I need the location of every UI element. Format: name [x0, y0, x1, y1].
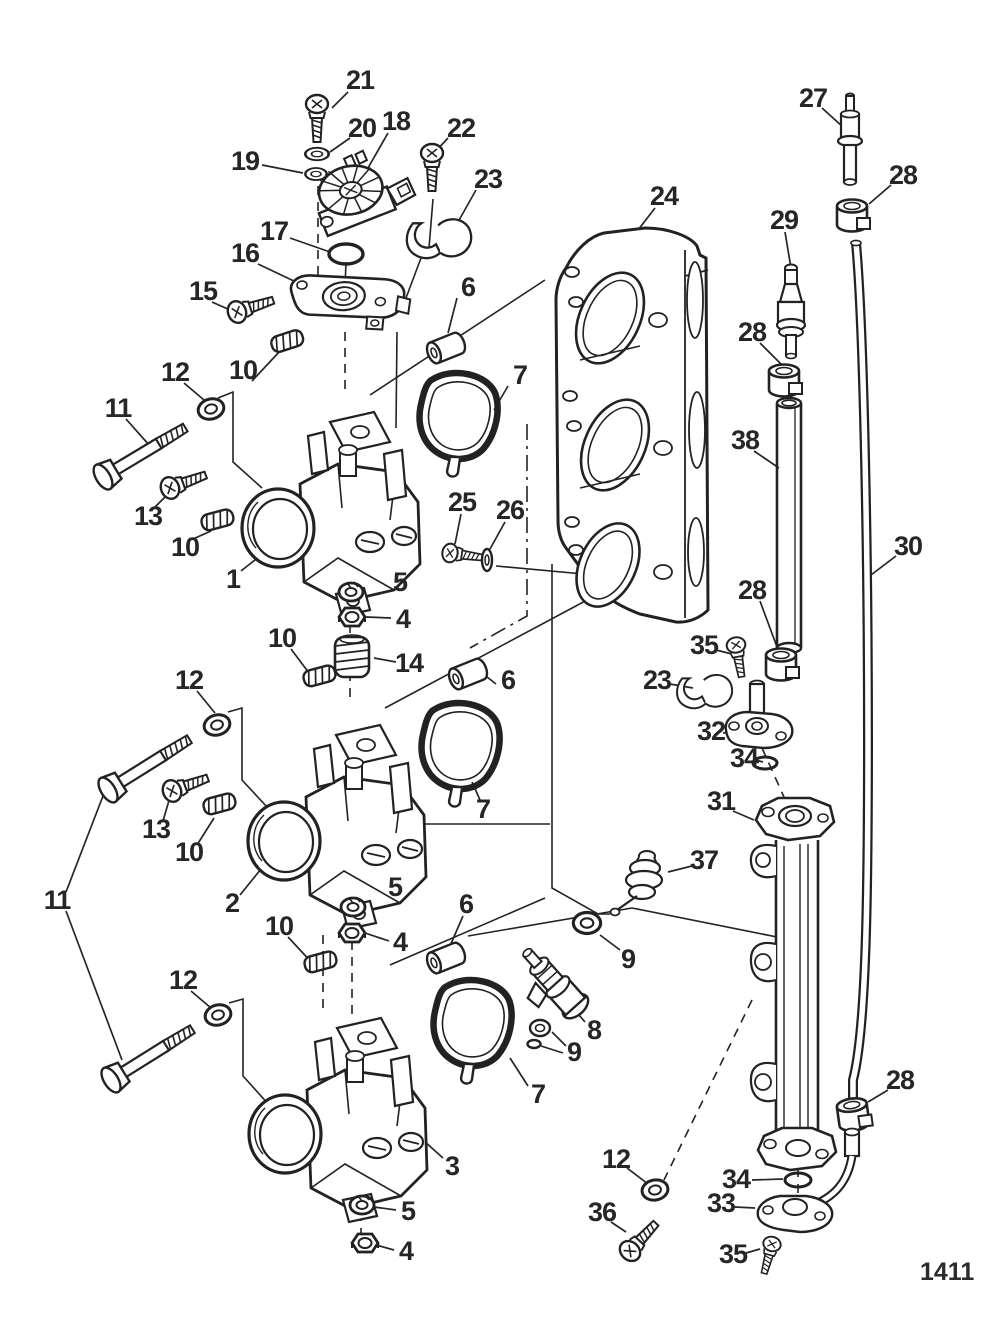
callout-31: 31 — [706, 785, 736, 816]
callout-13: 13 — [141, 813, 171, 844]
callout-23: 23 — [642, 664, 672, 695]
callout-3: 3 — [444, 1150, 460, 1181]
callout-5: 5 — [400, 1195, 416, 1226]
callout-4: 4 — [398, 1235, 414, 1266]
callout-7: 7 — [530, 1078, 546, 1109]
callout-5: 5 — [392, 566, 408, 597]
callout-14: 14 — [394, 647, 424, 678]
callout-9: 9 — [566, 1036, 582, 1067]
callout-12: 12 — [160, 356, 190, 387]
callout-6: 6 — [460, 271, 476, 302]
callout-13: 13 — [133, 500, 163, 531]
callout-23: 23 — [473, 163, 503, 194]
callout-12: 12 — [601, 1143, 631, 1174]
callout-24: 24 — [649, 180, 679, 211]
callout-12: 12 — [168, 964, 198, 995]
callout-30: 30 — [893, 530, 923, 561]
callout-34: 34 — [721, 1163, 751, 1194]
callout-7: 7 — [512, 359, 528, 390]
callout-21: 21 — [345, 64, 375, 95]
callout-8: 8 — [586, 1014, 602, 1045]
callout-9: 9 — [620, 943, 636, 974]
callout-28: 28 — [885, 1064, 915, 1095]
callout-6: 6 — [458, 888, 474, 919]
callout-19: 19 — [230, 145, 260, 176]
callout-4: 4 — [392, 926, 408, 957]
callout-10: 10 — [170, 531, 200, 562]
callout-36: 36 — [587, 1196, 617, 1227]
callout-10: 10 — [267, 622, 297, 653]
figure-number: 1411 — [920, 1258, 975, 1286]
callout-20: 20 — [347, 112, 377, 143]
callout-15: 15 — [188, 275, 218, 306]
callout-28: 28 — [737, 316, 767, 347]
callout-2: 2 — [224, 887, 240, 918]
callout-34: 34 — [729, 742, 759, 773]
callout-37: 37 — [689, 844, 719, 875]
callout-28: 28 — [737, 574, 767, 605]
callout-27: 27 — [798, 82, 828, 113]
callout-1: 1 — [225, 563, 241, 594]
callout-17: 17 — [259, 215, 289, 246]
callout-4: 4 — [395, 603, 411, 634]
callout-35: 35 — [718, 1238, 748, 1269]
callout-29: 29 — [769, 204, 799, 235]
callout-35: 35 — [689, 629, 719, 660]
callout-28: 28 — [888, 159, 918, 190]
callout-5: 5 — [387, 871, 403, 902]
callout-6: 6 — [500, 664, 516, 695]
callout-7: 7 — [475, 793, 491, 824]
callout-33: 33 — [706, 1187, 736, 1218]
callout-12: 12 — [174, 664, 204, 695]
callout-38: 38 — [730, 424, 760, 455]
callout-25: 25 — [447, 486, 477, 517]
callout-26: 26 — [495, 494, 525, 525]
callout-22: 22 — [446, 112, 476, 143]
callout-32: 32 — [696, 715, 726, 746]
callout-11: 11 — [43, 884, 71, 915]
callout-16: 16 — [230, 237, 260, 268]
callout-10: 10 — [228, 354, 258, 385]
callout-11: 11 — [104, 392, 132, 423]
callout-10: 10 — [264, 910, 294, 941]
callout-10: 10 — [174, 836, 204, 867]
callout-18: 18 — [381, 105, 411, 136]
